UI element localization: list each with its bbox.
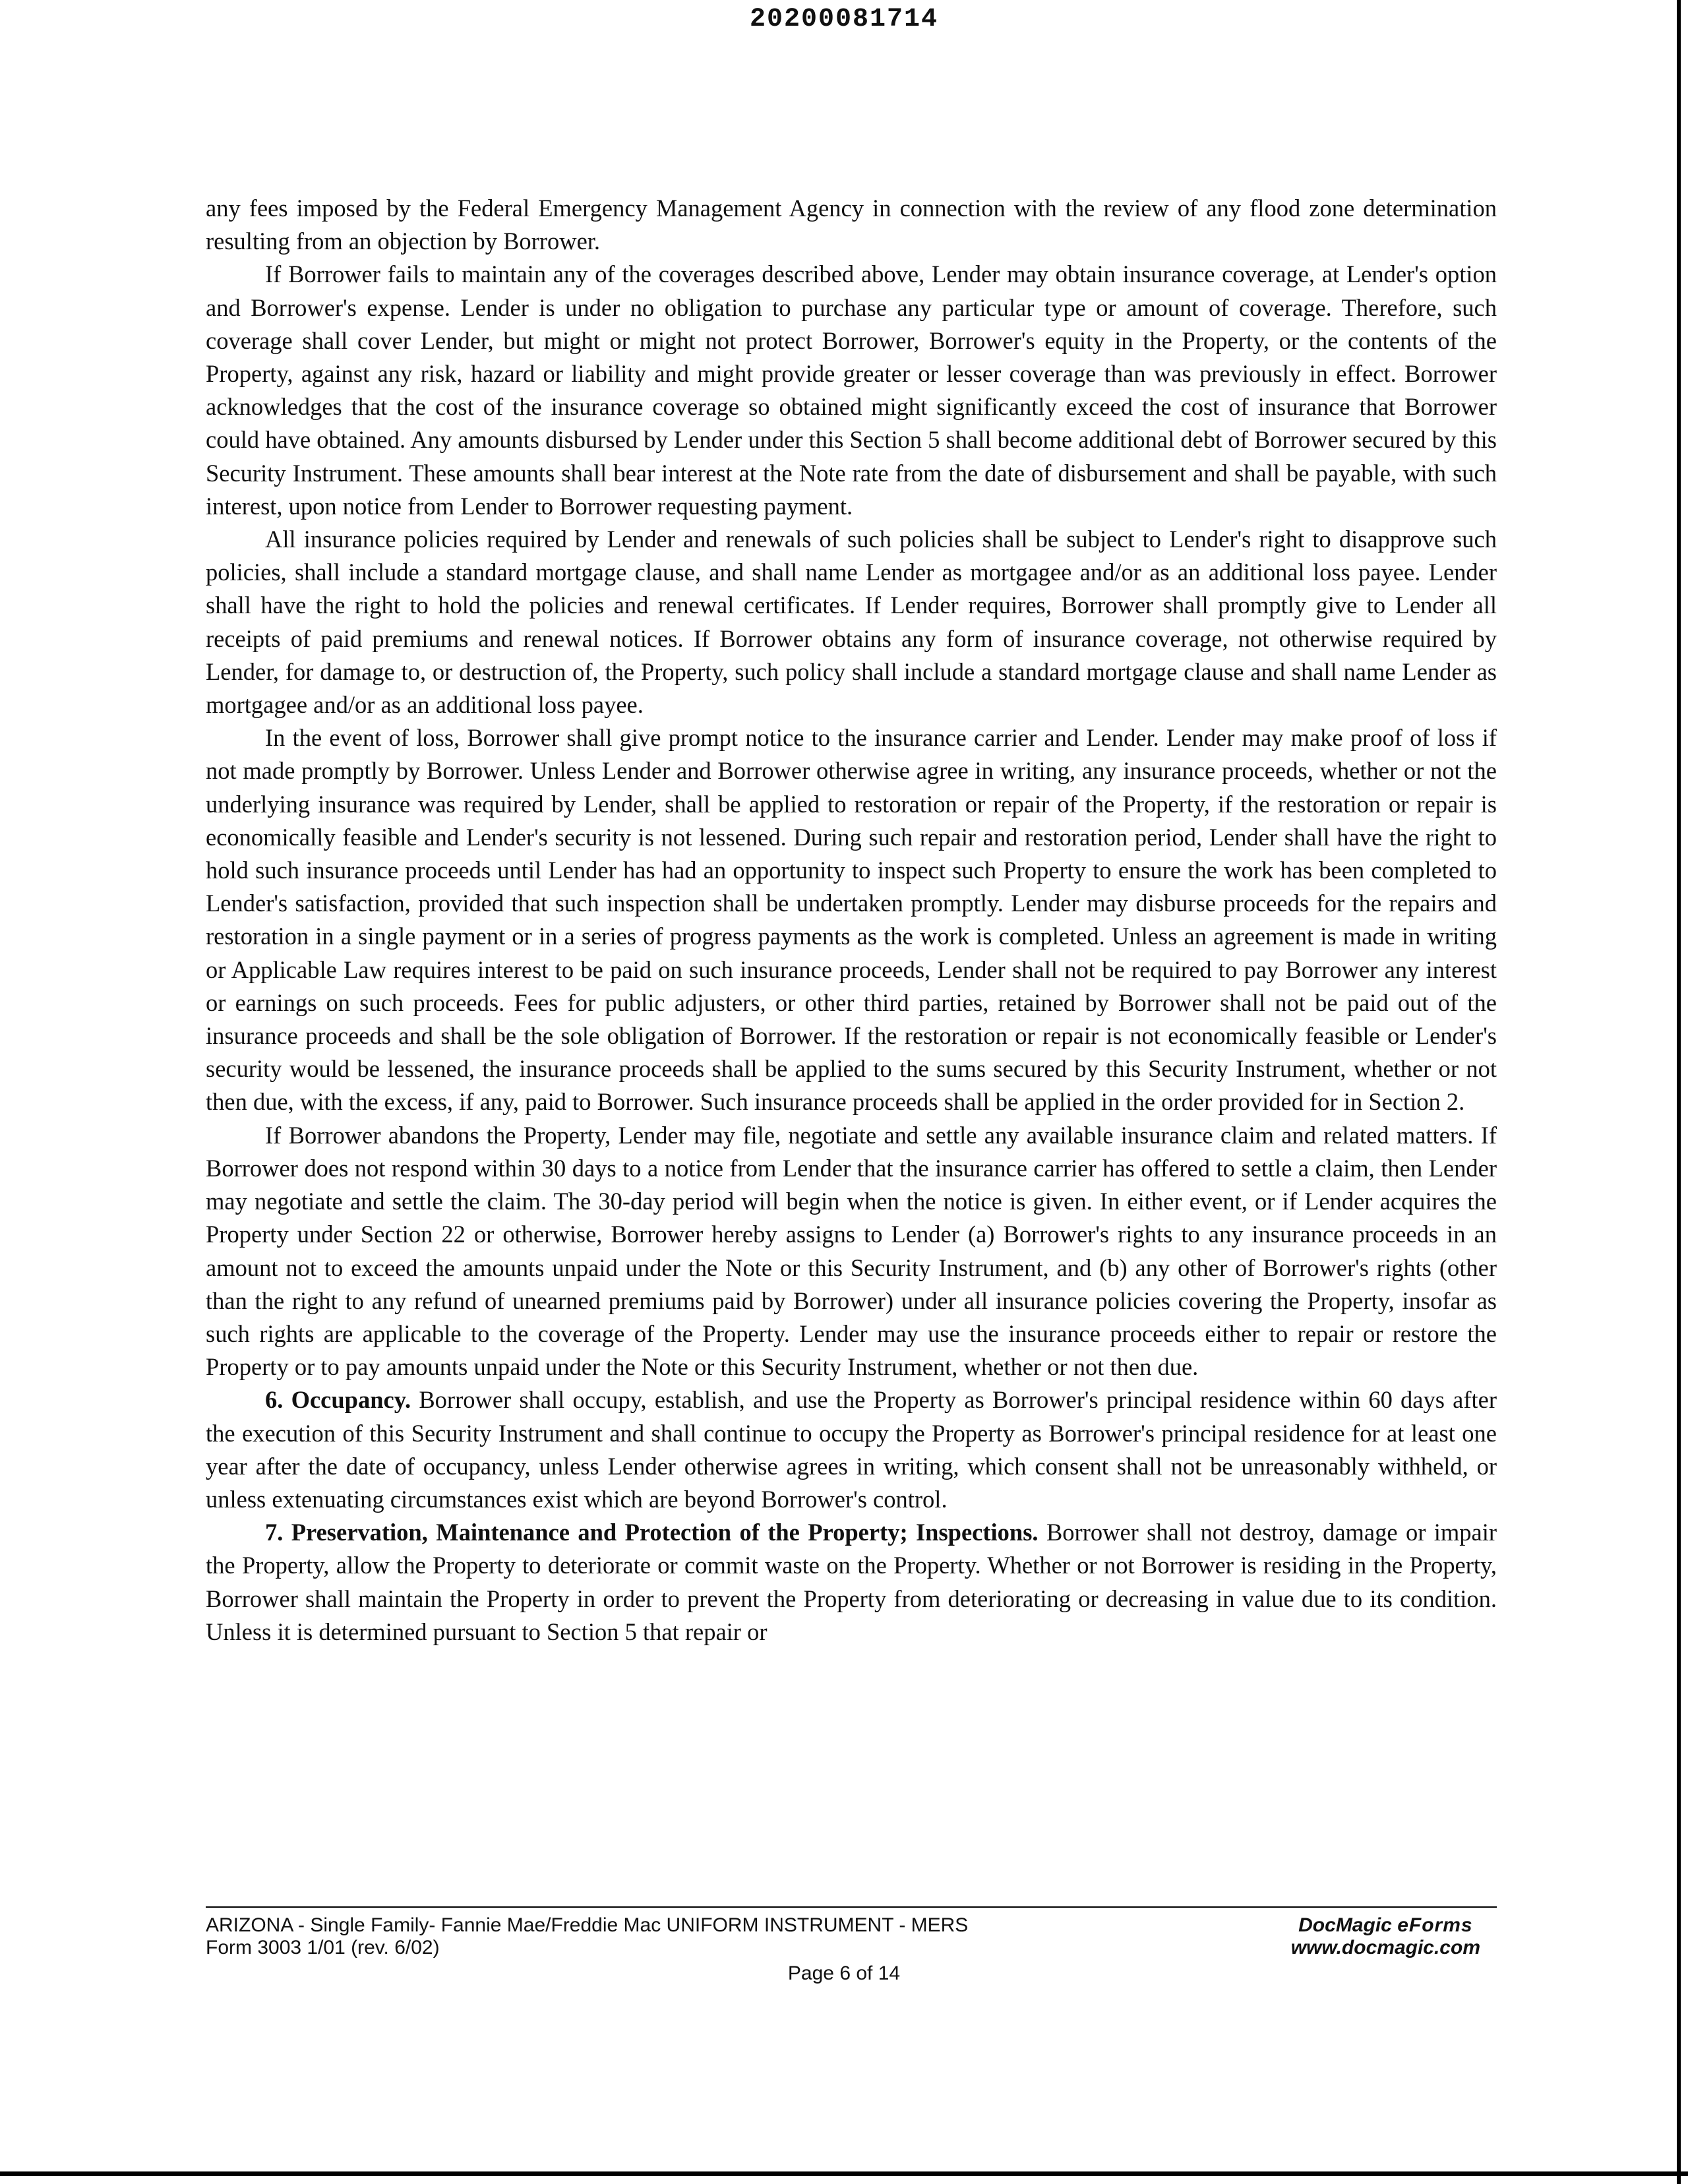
section-preservation-heading: 7. Preservation, Maintenance and Protection of the Property; Inspections. [265,1519,1039,1546]
footer-brand [1291,1914,1480,1959]
brand-eforms-logo: eForms [1397,1914,1473,1936]
section-preservation-body: Borrower shall not destroy, damage or impair the Property, allow the Property to deteriorate or commit waste on the Property. Whether or not Borrower is residing in the Property, Borrower shall maintain the Property in order to prevent the Property from deteriorating or decreasing in value due to its condition. Unless it is determined pursuant to Section 5 that repair or [206,1519,1497,1645]
section-preservation [206,1516,1497,1649]
footer-divider [206,1906,1497,1908]
scan-border-bottom [0,2171,1688,2176]
footer-form-number: Form 3003 1/01 (rev. 6/02) [206,1937,440,1958]
brand-logo [1291,1914,1480,1937]
footer-form-title: ARIZONA - Single Family- Fannie Mae/Freddie Mac UNIFORM INSTRUMENT - MERS [206,1914,969,1936]
brand-name: DocMagic [1298,1914,1392,1936]
paragraph-event-of-loss: In the event of loss, Borrower shall give prompt notice to the insurance carrier and Lender. Lender may make proof of loss if not made promptly by Borrower. Unless Lender and Borrower otherwise agree in writing, any insurance proceeds, whether or not the underlying insurance was required by Lender, shall be applied to restoration or repair of the Property, if the restoration or repair is economically feasible and Lender's security is not lessened. During such repair and restoration period, Lender shall have the right to hold such insurance proceeds until Lender has had an opportunity to inspect such Property to ensure the work has been completed to Lender's satisfaction, provided that such inspection shall be undertaken promptly. Lender may disburse proceeds for the repairs and restoration in a single payment or in a series of progress payments as the work is completed. Unless an agreement is made in writing or Applicable Law requires interest to be paid on such insurance proceeds, Lender shall not be required to pay Borrower any interest or earnings on such proceeds. Fees for public adjusters, or other third parties, retained by Borrower shall not be paid out of the insurance proceeds and shall be the sole obligation of Borrower. If the restoration or repair is not economically feasible or Lender's security would be lessened, the insurance proceeds shall be applied to the sums secured by this Security Instrument, whether or not then due, with the excess, if any, paid to Borrower. Such insurance proceeds shall be applied in the order provided for in Section 2. [206,724,1497,1116]
paragraph-flood-fees: any fees imposed by the Federal Emergency Management Agency in connection with the review of any flood zone determination resulting from an objection by Borrower. [206,195,1497,255]
paragraph-lender-coverage: If Borrower fails to maintain any of the coverages described above, Lender may obtain insurance coverage, at Lender's option and Borrower's expense. Lender is under no obligation to purchase any particular type or amount of coverage. Therefore, such coverage shall cover Lender, but might or might not protect Borrower, Borrower's equity in the Property, or the contents of the Property, against any risk, hazard or liability and might provide greater or lesser coverage than was previously in effect. Borrower acknowledges that the cost of the insurance coverage so obtained might significantly exceed the cost of insurance that Borrower could have obtained. Any amounts disbursed by Lender under this Section 5 shall become additional debt of Borrower secured by this Security Instrument. These amounts shall bear interest at the Note rate from the date of disbursement and shall be payable, with such interest, upon notice from Lender to Borrower requesting payment. [206,260,1497,520]
brand-url: www.docmagic.com [1290,1937,1480,1958]
document-body [206,192,1497,1649]
paragraph-insurance-policies: All insurance policies required by Lender and renewals of such policies shall be subject to Lender's right to disapprove such policies, shall include a standard mortgage clause, and shall name Lender as mortgagee and/or as an additional loss payee. Lender shall have the right to hold the policies and renewal certificates. If Lender requires, Borrower shall promptly give to Lender all receipts of paid premiums and renewal notices. If Borrower obtains any form of insurance coverage, not otherwise required by Lender, for damage to, or destruction of, the Property, such policy shall include a standard mortgage clause and shall name Lender as mortgagee and/or as an additional loss payee. [206,526,1497,719]
section-occupancy-heading: 6. Occupancy. [265,1386,411,1414]
paragraph-abandonment: If Borrower abandons the Property, Lender may file, negotiate and settle any available insurance claim and related matters. If Borrower does not respond within 30 days to a notice from Lender that the insurance carrier has offered to settle a claim, then Lender may negotiate and settle the claim. The 30-day period will begin when the notice is given. In either event, or if Lender acquires the Property under Section 22 or otherwise, Borrower hereby assigns to Lender (a) Borrower's rights to any insurance proceeds in an amount not to exceed the amounts unpaid under the Note or this Security Instrument, and (b) any other of Borrower's rights (other than the right to any refund of unearned premiums paid by Borrower) under all insurance policies covering the Property, insofar as such rights are applicable to the coverage of the Property. Lender may use the insurance proceeds either to repair or restore the Property or to pay amounts unpaid under the Note or this Security Instrument, whether or not then due. [206,1121,1497,1381]
section-occupancy [206,1383,1497,1516]
section-occupancy-body: Borrower shall occupy, establish, and use the Property as Borrower's principal residence within 60 days after the execution of this Security Instrument and shall continue to occupy the Property as Borrower's principal residence for at least one year after the date of occupancy, unless Lender otherwise agrees in writing, which consent shall not be unreasonably withheld, or unless extenuating circumstances exist which are beyond Borrower's control. [206,1386,1497,1513]
recording-number: 20200081714 [749,5,939,34]
footer-form-info [206,1914,968,1959]
page-count: Page 6 of 14 [787,1962,901,1984]
scan-border-right [1677,0,1681,2184]
